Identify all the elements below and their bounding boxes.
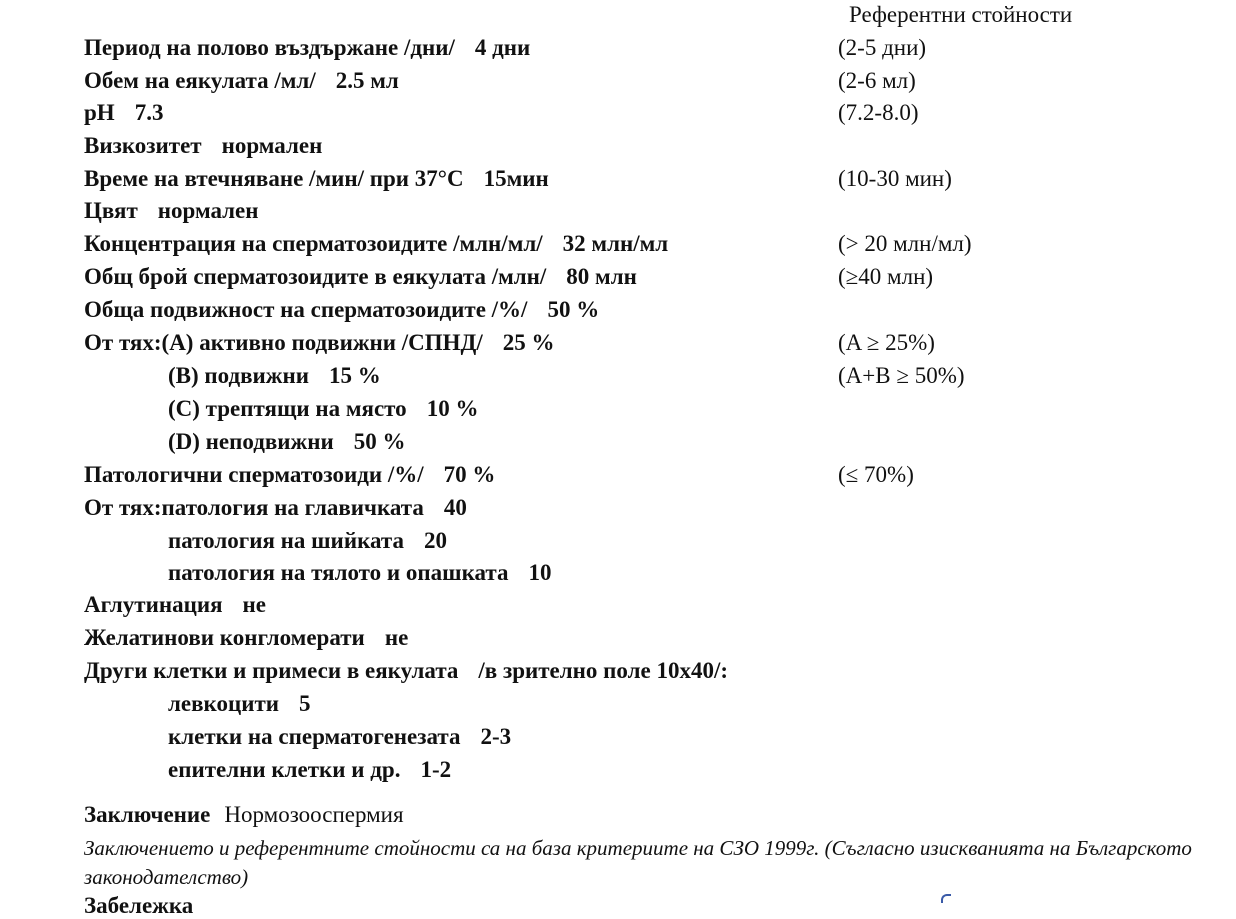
conclusion-note: Заключението и референтните стойности са на база критериите на СЗО 1999г. (Съгласно изискванията на Българското законодателство) [84, 836, 1192, 889]
row-epithelial-cells: епителни клетки и др. 1-2 [168, 757, 452, 782]
ref-motility-ab: (A+B ≥ 50%) [838, 363, 965, 388]
conclusion-label: Заключение [84, 802, 211, 827]
row-tail-pathology: патология на тялото и опашката 10 [168, 560, 552, 585]
row-abstinence-period: Период на полово въздържане /дни/ 4 дни [84, 35, 531, 60]
row-ejaculate-volume: Обем на еякулата /мл/ 2.5 мл [84, 68, 399, 93]
row-motility-c: (С) трептящи на място 10 % [168, 396, 479, 421]
row-leukocytes: левкоцити 5 [168, 691, 311, 716]
conclusion [84, 802, 404, 828]
row-total-motility: Обща подвижност на сперматозоидите /%/ 50 % [84, 297, 600, 322]
reference-values-header: Референтни стойности [849, 2, 1073, 27]
ref-pathological: (≤ 70%) [838, 462, 914, 487]
row-head-pathology: От тях:патология на главичката 40 [84, 495, 467, 520]
row-agglutination: Аглутинация не [84, 592, 267, 617]
ref-concentration: (> 20 млн/мл) [838, 231, 972, 256]
row-motility-d: (D) неподвижни 50 % [168, 429, 406, 454]
row-total-count: Общ брой сперматозоидите в еякулата /млн/ 80 млн [84, 264, 637, 289]
ref-liquefaction-time: (10-30 мин) [838, 166, 952, 191]
row-spermatogenesis-cells: клетки на сперматогенезата 2-3 [168, 724, 512, 749]
row-gelatinous: Желатинови конгломерати не [84, 625, 409, 650]
ref-ejaculate-volume: (2-6 мл) [838, 68, 916, 93]
row-pathological: Патологични сперматозоиди /%/ 70 % [84, 462, 496, 487]
ref-ph: (7.2-8.0) [838, 100, 919, 125]
signature-mark-icon [941, 894, 951, 903]
row-viscosity: Визкозитет нормален [84, 133, 323, 158]
row-liquefaction-time: Време на втечняване /мин/ при 37°С 15мин [84, 166, 549, 191]
row-color: Цвят нормален [84, 198, 259, 223]
row-concentration: Концентрация на сперматозоидите /млн/мл/ 32 млн/мл [84, 231, 669, 256]
row-neck-pathology: патология на шийката 20 [168, 528, 447, 553]
row-motility-b: (В) подвижни 15 % [168, 363, 381, 388]
ref-total-count: (≥40 млн) [838, 264, 934, 289]
row-motility-a: От тях:(А) активно подвижни /СПНД/ 25 % [84, 330, 555, 355]
row-ph: pH 7.3 [84, 100, 164, 125]
row-other-cells: Други клетки и примеси в еякулата /в зрително поле 10х40/: [84, 658, 729, 683]
conclusion-value: Нормозооспермия [224, 802, 404, 827]
ref-motility-a: (A ≥ 25%) [838, 330, 935, 355]
cut-off-line: Забележка [84, 893, 194, 918]
ref-abstinence-period: (2-5 дни) [838, 35, 927, 60]
